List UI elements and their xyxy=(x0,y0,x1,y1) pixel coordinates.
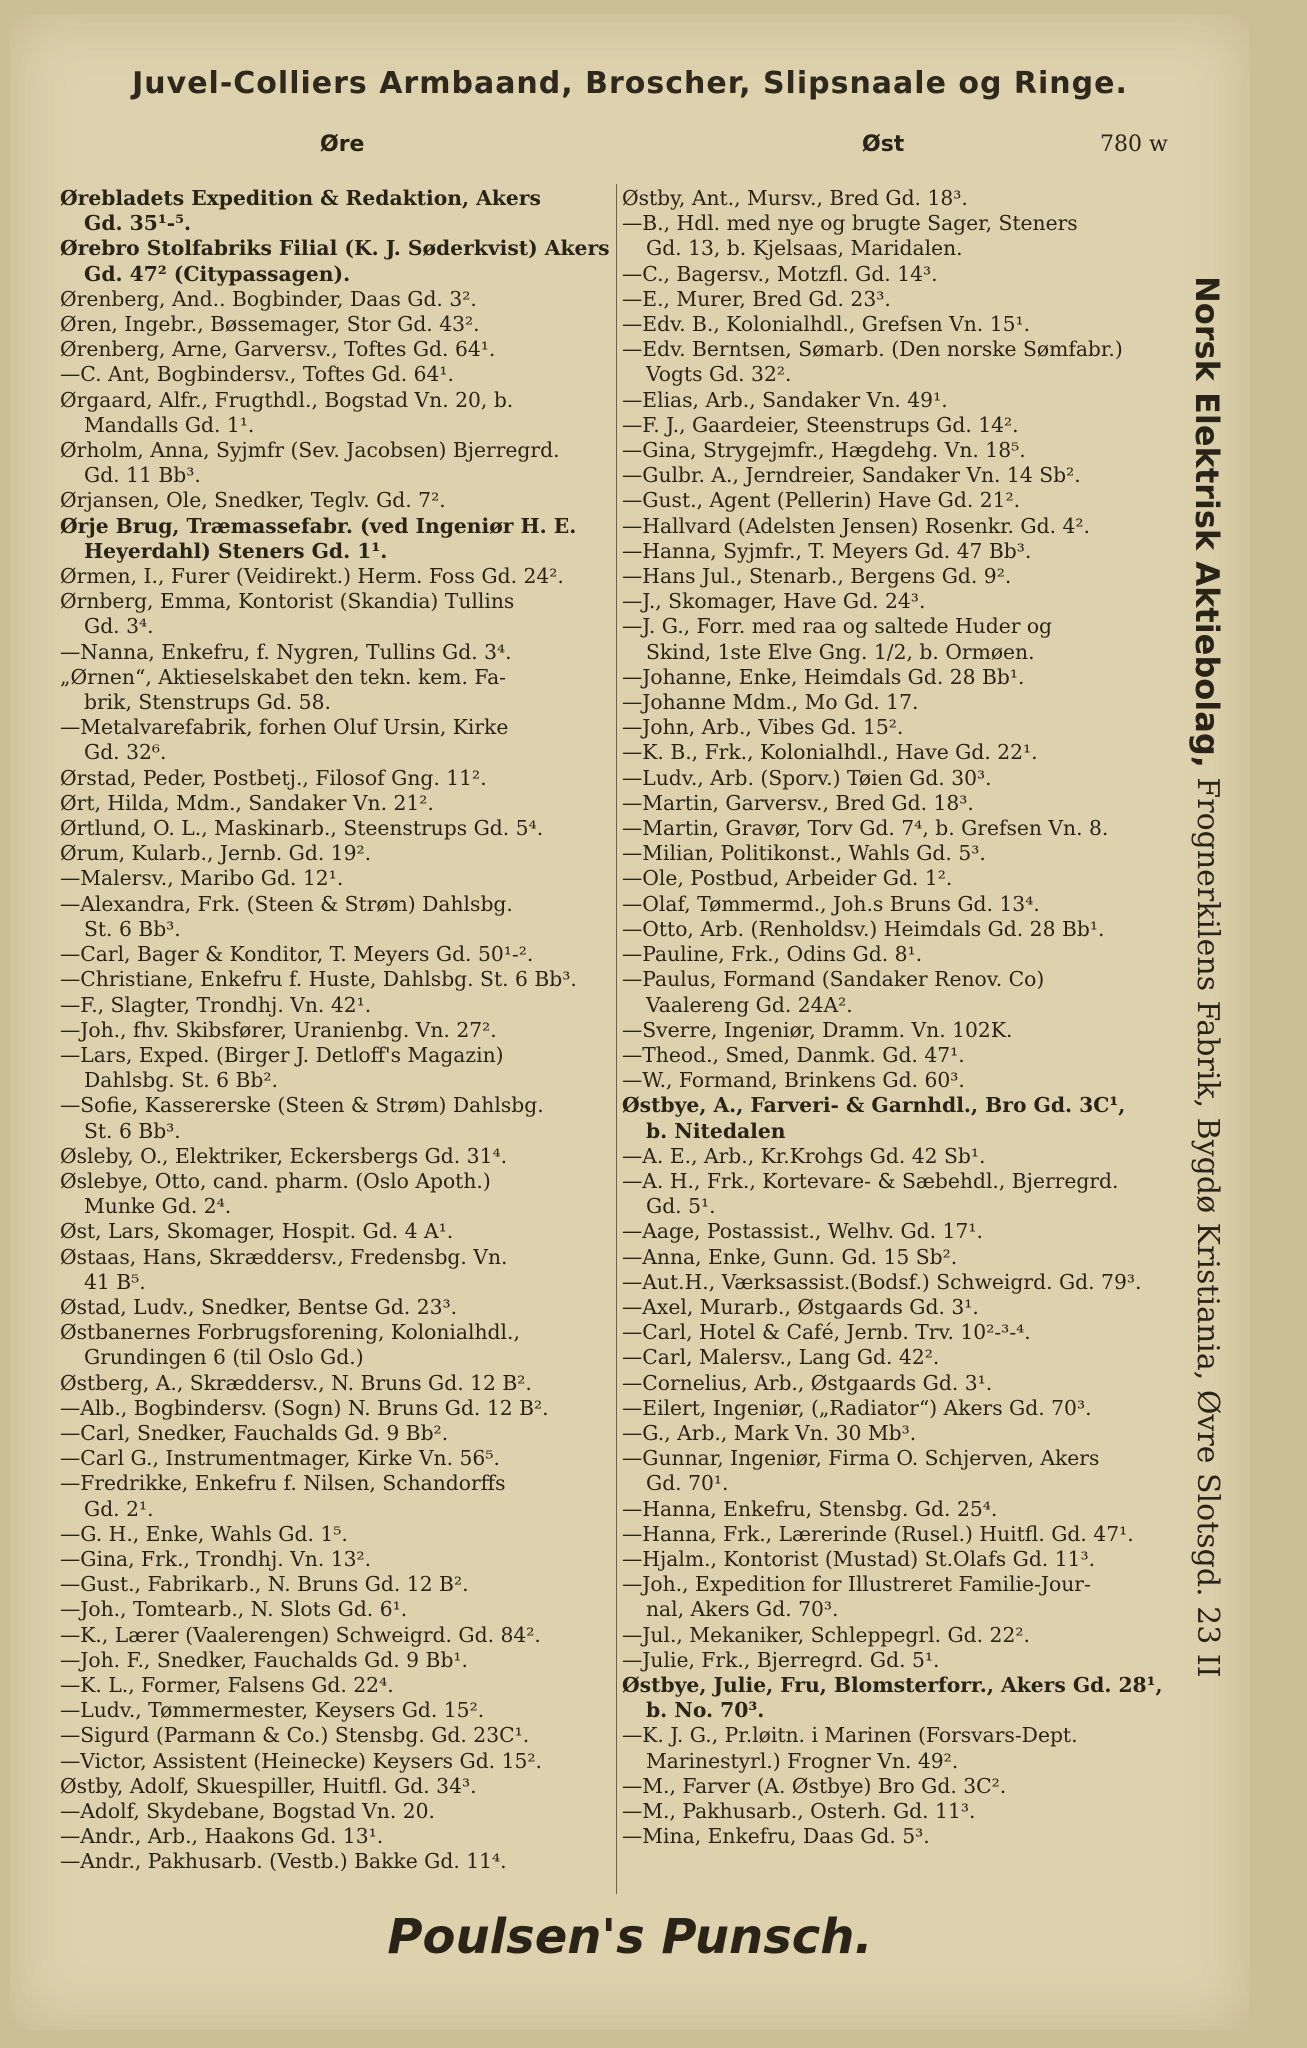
directory-entry xyxy=(622,287,1174,312)
directory-entry xyxy=(60,1723,612,1748)
page-number: 780 w xyxy=(1100,132,1168,157)
directory-entry xyxy=(622,1169,1174,1219)
entry-text: —Johanne, Enke, Heimdals Gd. 28 Bb¹. xyxy=(622,664,1025,689)
directory-entry xyxy=(622,614,1174,664)
directory-entry xyxy=(60,312,612,337)
entry-text: —Edv. B., Kolonialhdl., Grefsen Vn. 15¹. xyxy=(622,312,1031,337)
directory-entry xyxy=(622,665,1174,690)
entry-text: Østbye, A., Farveri- & Garnhdl., Bro Gd. 3C¹, xyxy=(622,1093,1126,1118)
directory-entry xyxy=(60,715,612,765)
directory-entry xyxy=(622,262,1174,287)
directory-entry xyxy=(60,1673,612,1698)
entry-continuation: Vaalereng Gd. 24A². xyxy=(646,992,853,1017)
entry-text: —Aage, Postassist., Welhv. Gd. 17¹. xyxy=(622,1219,983,1244)
entry-text: Ørt, Hilda, Mdm., Sandaker Vn. 21². xyxy=(60,790,434,815)
directory-entry xyxy=(60,892,612,942)
directory-entry xyxy=(622,690,1174,715)
directory-entry xyxy=(622,337,1174,387)
directory-entry xyxy=(622,488,1174,513)
entry-text: Ørenberg, And.. Bogbinder, Daas Gd. 3². xyxy=(60,286,477,311)
directory-entry xyxy=(60,1547,612,1572)
directory-entry xyxy=(622,1270,1174,1295)
directory-entry xyxy=(622,1043,1174,1068)
directory-entry xyxy=(622,1623,1174,1648)
entry-text: —J. G., Forr. med raa og saltede Huder og xyxy=(622,614,1053,639)
entry-continuation: Gd. 3⁴. xyxy=(84,614,154,639)
directory-entry xyxy=(60,1522,612,1547)
entry-text: —Sigurd (Parmann & Co.) Stensbg. Gd. 23C¹. xyxy=(60,1723,530,1748)
directory-entry xyxy=(60,1219,612,1244)
directory-entry xyxy=(60,1295,612,1320)
right-column xyxy=(622,186,1174,1849)
directory-entry xyxy=(622,1648,1174,1673)
entry-text: —Nanna, Enkefru, f. Nygren, Tullins Gd. 3⁴. xyxy=(60,639,512,664)
entry-text: —Gina, Frk., Trondhj. Vn. 13². xyxy=(60,1546,372,1571)
entry-text: —Sverre, Ingeniør, Dramm. Vn. 102K. xyxy=(622,1017,1013,1042)
entry-text: —Gunnar, Ingeniør, Firma O. Schjerven, Akers xyxy=(622,1446,1100,1471)
entry-continuation: Grundingen 6 (til Oslo Gd.) xyxy=(84,1345,364,1370)
entry-text: —F., Slagter, Trondhj. Vn. 42¹. xyxy=(60,992,372,1017)
entry-continuation: Dahlsbg. St. 6 Bb². xyxy=(84,1068,278,1093)
entry-text: Østad, Ludv., Snedker, Bentse Gd. 23³. xyxy=(60,1294,458,1319)
entry-text: —Carl, Malersv., Lang Gd. 42². xyxy=(622,1345,940,1370)
entry-text: —A. H., Frk., Kortevare- & Sæbehdl., Bjerregrd. xyxy=(622,1168,1119,1193)
entry-text: —F. J., Gaardeier, Steenstrups Gd. 14². xyxy=(622,412,1019,437)
directory-entry xyxy=(622,514,1174,539)
top-advertisement: Juvel-Colliers Armbaand, Broscher, Slipsnaale og Ringe. xyxy=(132,66,1128,101)
directory-entry xyxy=(60,438,612,488)
directory-entry xyxy=(622,866,1174,891)
entry-text: —Hjalm., Kontorist (Mustad) St.Olafs Gd. 11³. xyxy=(622,1546,1096,1571)
entry-text: Ørjansen, Ole, Snedker, Teglv. Gd. 7². xyxy=(60,488,446,513)
entry-text: —Adolf, Skydebane, Bogstad Vn. 20. xyxy=(60,1799,435,1823)
entry-text: Ørje Brug, Træmassefabr. (ved Ingeniør H. E. xyxy=(60,513,577,538)
directory-entry xyxy=(60,388,612,438)
entry-text: —Axel, Murarb., Østgaards Gd. 3¹. xyxy=(622,1294,979,1319)
directory-entry xyxy=(622,1320,1174,1345)
directory-entry xyxy=(622,917,1174,942)
side-ad-company: Norsk Elektrisk Aktiebolag, xyxy=(1188,276,1226,768)
left-column-heading: Øre xyxy=(320,132,365,157)
directory-entry xyxy=(60,1396,612,1421)
directory-entry xyxy=(622,589,1174,614)
entry-text: —Milian, Politikonst., Wahls Gd. 5³. xyxy=(622,841,986,866)
entry-text: Ørnberg, Emma, Kontorist (Skandia) Tullins xyxy=(60,589,515,614)
entry-text: —Victor, Assistent (Heinecke) Keysers Gd. 15². xyxy=(60,1748,542,1773)
directory-entry xyxy=(60,564,612,589)
entry-text: —Hanna, Enkefru, Stensbg. Gd. 25⁴. xyxy=(622,1496,998,1521)
entry-text: Ørebro Stolfabriks Filial (K. J. Søderkvist) Akers xyxy=(60,236,610,261)
directory-entry xyxy=(60,841,612,866)
entry-text: Ørum, Kularb., Jernb. Gd. 19². xyxy=(60,841,372,866)
entry-text: —Alb., Bogbindersv. (Sogn) N. Bruns Gd. 12 B². xyxy=(60,1395,549,1420)
directory-entry xyxy=(622,1371,1174,1396)
entry-text: —Joh., Expedition for Illustreret Familie-Jour- xyxy=(622,1572,1091,1597)
entry-continuation: Heyerdahl) Steners Gd. 1¹. xyxy=(84,538,388,563)
directory-entry xyxy=(60,1572,612,1597)
entry-text: —A. E., Arb., Kr.Krohgs Gd. 42 Sb¹. xyxy=(622,1143,986,1168)
entry-text: —Carl G., Instrumentmager, Kirke Vn. 56⁵. xyxy=(60,1446,500,1471)
entry-text: —C., Bagersv., Motzfl. Gd. 14³. xyxy=(622,261,938,286)
entry-continuation: Gd. 11 Bb³. xyxy=(84,463,201,488)
directory-entry xyxy=(622,1144,1174,1169)
directory-entry xyxy=(60,1018,612,1043)
entry-text: —Carl, Bager & Konditor, T. Meyers Gd. 50¹-². xyxy=(60,942,534,967)
entry-text: —Julie, Frk., Bjerregrd. Gd. 5¹. xyxy=(622,1647,940,1672)
directory-entry xyxy=(622,766,1174,791)
entry-text: —Alexandra, Frk. (Steen & Strøm) Dahlsbg. xyxy=(60,891,513,916)
entry-text: Ørtlund, O. L., Maskinarb., Steenstrups Gd. 5⁴. xyxy=(60,816,544,841)
entry-text: —Carl, Snedker, Fauchalds Gd. 9 Bb². xyxy=(60,1420,449,1445)
directory-entry xyxy=(60,942,612,967)
right-column-heading: Øst xyxy=(862,132,905,157)
entry-text: —Sofie, Kassererske (Steen & Strøm) Dahlsbg. xyxy=(60,1093,544,1118)
directory-entry xyxy=(60,488,612,513)
entry-continuation: b. Nitedalen xyxy=(646,1118,786,1143)
entry-text: —Elias, Arb., Sandaker Vn. 49¹. xyxy=(622,387,948,412)
entry-continuation: Munke Gd. 2⁴. xyxy=(84,1194,232,1219)
entry-text: —Joh., Tomtearb., N. Slots Gd. 6¹. xyxy=(60,1597,408,1622)
entry-continuation: St. 6 Bb³. xyxy=(84,916,181,941)
entry-text: —K. J. G., Pr.løitn. i Marinen (Forsvars-Dept. xyxy=(622,1723,1078,1748)
directory-entry xyxy=(60,1169,612,1219)
directory-entry xyxy=(60,1093,612,1143)
entry-text: —Ludv., Tømmermester, Keysers Gd. 15². xyxy=(60,1698,485,1723)
column-divider xyxy=(616,184,617,1894)
entry-text: —Mina, Enkefru, Daas Gd. 5³. xyxy=(622,1824,930,1849)
directory-entry xyxy=(60,766,612,791)
directory-entry xyxy=(622,841,1174,866)
entry-text: Øst, Lars, Skomager, Hospit. Gd. 4 A¹. xyxy=(60,1219,454,1244)
directory-entry xyxy=(60,287,612,312)
directory-entry xyxy=(622,463,1174,488)
entry-continuation: Skind, 1ste Elve Gng. 1/2, b. Ormøen. xyxy=(646,639,1035,664)
directory-entry xyxy=(622,1774,1174,1799)
entry-text: —Malersv., Maribo Gd. 12¹. xyxy=(60,866,344,891)
entry-text: —Andr., Arb., Haakons Gd. 13¹. xyxy=(60,1824,384,1849)
entry-text: —J., Skomager, Have Gd. 24³. xyxy=(622,589,926,614)
entry-continuation: Gd. 13, b. Kjelsaas, Maridalen. xyxy=(646,236,963,261)
directory-entry xyxy=(60,1623,612,1648)
directory-entry xyxy=(622,1673,1174,1723)
directory-entry xyxy=(60,1597,612,1622)
entry-text: —Hallvard (Adelsten Jensen) Rosenkr. Gd. 4². xyxy=(622,513,1090,538)
entry-continuation: Mandalls Gd. 1¹. xyxy=(84,412,255,437)
entry-continuation: Vogts Gd. 32². xyxy=(646,362,792,387)
entry-text: Østbye, Julie, Fru, Blomsterforr., Akers Gd. 28¹, xyxy=(622,1672,1163,1697)
entry-text: —Gust., Fabrikarb., N. Bruns Gd. 12 B². xyxy=(60,1572,469,1597)
entry-continuation: Gd. 32⁶. xyxy=(84,740,167,765)
entry-continuation: brik, Stenstrups Gd. 58. xyxy=(84,690,331,715)
directory-entry xyxy=(60,186,612,236)
entry-text: —K. L., Former, Falsens Gd. 22⁴. xyxy=(60,1672,394,1697)
entry-text: —Metalvarefabrik, forhen Oluf Ursin, Kirke xyxy=(60,715,509,740)
entry-text: —Edv. Berntsen, Sømarb. (Den norske Sømfabr.) xyxy=(622,337,1123,362)
directory-entry xyxy=(622,1824,1174,1849)
directory-entry xyxy=(622,413,1174,438)
directory-entry xyxy=(622,740,1174,765)
entry-continuation: nal, Akers Gd. 70³. xyxy=(646,1597,839,1622)
directory-entry xyxy=(622,1068,1174,1093)
entry-text: —Fredrikke, Enkefru f. Nilsen, Schandorffs xyxy=(60,1471,506,1496)
entry-text: —Joh., fhv. Skibsfører, Uranienbg. Vn. 27². xyxy=(60,1017,497,1042)
directory-entry xyxy=(60,514,612,564)
entry-text: Ørebladets Expedition & Redaktion, Akers xyxy=(60,186,541,210)
entry-text: —G. H., Enke, Wahls Gd. 1⁵. xyxy=(60,1521,348,1546)
left-column xyxy=(60,186,612,1875)
entry-continuation: Gd. 5¹. xyxy=(646,1194,716,1219)
entry-text: —C. Ant, Bogbindersv., Toftes Gd. 64¹. xyxy=(60,362,454,387)
directory-entry xyxy=(622,791,1174,816)
entry-text: —Lars, Exped. (Birger J. Detloff's Magazin) xyxy=(60,1042,504,1067)
directory-entry xyxy=(60,236,612,286)
directory-entry xyxy=(60,1371,612,1396)
entry-text: —M., Farver (A. Østbye) Bro Gd. 3C². xyxy=(622,1773,1007,1798)
entry-text: —Ludv., Arb. (Sporv.) Tøien Gd. 30³. xyxy=(622,765,992,790)
directory-entry xyxy=(60,866,612,891)
entry-continuation: St. 6 Bb³. xyxy=(84,1118,181,1143)
entry-text: Østaas, Hans, Skræddersv., Fredensbg. Vn. xyxy=(60,1244,508,1269)
entry-continuation: b. No. 70³. xyxy=(646,1698,765,1723)
directory-entry xyxy=(60,1471,612,1521)
entry-text: „Ørnen“, Aktieselskabet den tekn. kem. Fa- xyxy=(60,664,507,689)
entry-text: —E., Murer, Bred Gd. 23³. xyxy=(622,286,891,311)
entry-text: —Gina, Strygejmfr., Hægdehg. Vn. 18⁵. xyxy=(622,438,1026,463)
entry-text: —Martin, Gravør, Torv Gd. 7⁴, b. Grefsen Vn. 8. xyxy=(622,816,1109,841)
entry-continuation: 41 B⁵. xyxy=(84,1269,146,1294)
directory-entry xyxy=(622,892,1174,917)
directory-entry xyxy=(60,589,612,639)
entry-text: —Carl, Hotel & Café, Jernb. Trv. 10²-³-⁴. xyxy=(622,1320,1031,1345)
directory-entry xyxy=(622,539,1174,564)
entry-text: —Ole, Postbud, Arbeider Gd. 1². xyxy=(622,866,953,891)
directory-entry xyxy=(622,1799,1174,1824)
entry-text: —K. B., Frk., Kolonialhdl., Have Gd. 22¹. xyxy=(622,740,1038,765)
directory-entry xyxy=(60,1320,612,1370)
directory-entry xyxy=(60,1849,612,1874)
entry-text: —Cornelius, Arb., Østgaards Gd. 3¹. xyxy=(622,1370,993,1395)
entry-text: —Anna, Enke, Gunn. Gd. 15 Sb². xyxy=(622,1244,958,1269)
directory-entry xyxy=(622,1547,1174,1572)
entry-text: —Olaf, Tømmermd., Joh.s Bruns Gd. 13⁴. xyxy=(622,891,1040,916)
entry-text: Østby, Ant., Mursv., Bred Gd. 18³. xyxy=(622,186,968,210)
directory-entry xyxy=(60,1799,612,1824)
directory-entry xyxy=(60,1648,612,1673)
entry-text: —John, Arb., Vibes Gd. 15². xyxy=(622,715,904,740)
directory-entry xyxy=(622,967,1174,1017)
entry-text: —Johanne Mdm., Mo Gd. 17. xyxy=(622,690,919,715)
entry-text: —Pauline, Frk., Odins Gd. 8¹. xyxy=(622,942,923,967)
entry-text: —Martin, Garversv., Bred Gd. 18³. xyxy=(622,790,974,815)
directory-entry xyxy=(60,362,612,387)
entry-text: Østberg, A., Skræddersv., N. Bruns Gd. 12 B². xyxy=(60,1370,532,1395)
directory-entry xyxy=(622,715,1174,740)
directory-entry xyxy=(622,312,1174,337)
directory-entry xyxy=(60,993,612,1018)
directory-entry xyxy=(60,967,612,992)
entry-text: —Gulbr. A., Jerndreier, Sandaker Vn. 14 Sb². xyxy=(622,463,1081,488)
entry-continuation: Gd. 2¹. xyxy=(84,1496,154,1521)
entry-text: —M., Pakhusarb., Osterh. Gd. 11³. xyxy=(622,1799,976,1823)
directory-entry xyxy=(622,438,1174,463)
entry-text: —Hanna, Frk., Lærerinde (Rusel.) Huitfl. Gd. 47¹. xyxy=(622,1521,1134,1546)
directory-entry xyxy=(622,211,1174,261)
entry-text: —Hanna, Syjmfr., T. Meyers Gd. 47 Bb³. xyxy=(622,538,1032,563)
bottom-advertisement: Poulsen's Punsch. xyxy=(387,1909,873,1965)
entry-text: —Aut.H., Værksassist.(Bodsf.) Schweigrd. Gd. 79³. xyxy=(622,1269,1142,1294)
directory-entry xyxy=(60,1749,612,1774)
entry-text: —Jul., Mekaniker, Schleppegrl. Gd. 22². xyxy=(622,1622,1030,1647)
directory-entry xyxy=(622,564,1174,589)
entry-continuation: Marinestyrl.) Frogner Vn. 49². xyxy=(646,1748,959,1773)
directory-entry xyxy=(622,1093,1174,1143)
directory-entry xyxy=(60,1774,612,1799)
side-ad-address: Frognerkilens Fabrik, Bygdø Kristiania, Øvre Slotsgd. 23 II xyxy=(1190,767,1225,1678)
directory-entry xyxy=(622,186,1174,211)
entry-text: Øren, Ingebr., Bøssemager, Stor Gd. 43². xyxy=(60,312,480,337)
directory-entry xyxy=(60,1421,612,1446)
entry-text: —Joh. F., Snedker, Fauchalds Gd. 9 Bb¹. xyxy=(60,1647,468,1672)
entry-text: —Otto, Arb. (Renholdsv.) Heimdals Gd. 28 Bb¹. xyxy=(622,916,1105,941)
entry-continuation: Gd. 35¹-⁵. xyxy=(84,211,192,236)
entry-text: Ørenberg, Arne, Garversv., Toftes Gd. 64¹. xyxy=(60,337,496,362)
directory-entry xyxy=(622,1396,1174,1421)
entry-text: —Andr., Pakhusarb. (Vestb.) Bakke Gd. 11⁴. xyxy=(60,1849,507,1874)
directory-entry xyxy=(622,1497,1174,1522)
directory-entry xyxy=(622,1421,1174,1446)
entry-text: Ørgaard, Alfr., Frugthdl., Bogstad Vn. 20, b. xyxy=(60,387,514,412)
directory-entry xyxy=(622,816,1174,841)
entry-text: —K., Lærer (Vaalerengen) Schweigrd. Gd. 84². xyxy=(60,1622,541,1647)
directory-entry xyxy=(60,791,612,816)
entry-text: Ørmen, I., Furer (Veidirekt.) Herm. Foss Gd. 24². xyxy=(60,564,564,589)
directory-entry xyxy=(622,1572,1174,1622)
entry-text: Ørholm, Anna, Syjmfr (Sev. Jacobsen) Bjerregrd. xyxy=(60,438,560,463)
directory-entry xyxy=(622,1219,1174,1244)
directory-entry xyxy=(60,816,612,841)
entry-text: —Christiane, Enkefru f. Huste, Dahlsbg. St. 6 Bb³. xyxy=(60,967,577,992)
directory-entry xyxy=(60,665,612,715)
entry-text: —Gust., Agent (Pellerin) Have Gd. 21². xyxy=(622,488,1021,513)
directory-entry xyxy=(622,1522,1174,1547)
directory-entry xyxy=(622,1245,1174,1270)
entry-text: —B., Hdl. med nye og brugte Sager, Steners xyxy=(622,211,1078,236)
directory-entry xyxy=(622,1446,1174,1496)
entry-text: Østbanernes Forbrugsforening, Kolonialhdl., xyxy=(60,1320,520,1345)
entry-continuation: Gd. 70¹. xyxy=(646,1471,729,1496)
entry-text: —G., Arb., Mark Vn. 30 Mb³. xyxy=(622,1420,917,1445)
directory-entry xyxy=(60,640,612,665)
directory-entry xyxy=(60,337,612,362)
directory-entry xyxy=(622,1295,1174,1320)
directory-entry xyxy=(60,1824,612,1849)
entry-text: —Theod., Smed, Danmk. Gd. 47¹. xyxy=(622,1042,965,1067)
directory-entry xyxy=(60,1698,612,1723)
entry-text: Ørstad, Peder, Postbetj., Filosof Gng. 11². xyxy=(60,765,487,790)
entry-text: Østby, Adolf, Skuespiller, Huitfl. Gd. 34³. xyxy=(60,1773,477,1798)
entry-text: —Hans Jul., Stenarb., Bergens Gd. 9². xyxy=(622,564,1012,589)
directory-entry xyxy=(622,1345,1174,1370)
directory-page xyxy=(10,14,1250,2030)
directory-entry xyxy=(622,942,1174,967)
entry-continuation: Gd. 47² (Citypassagen). xyxy=(84,261,351,286)
side-advertisement xyxy=(1188,276,1226,1678)
directory-entry xyxy=(622,1018,1174,1043)
directory-entry xyxy=(60,1446,612,1471)
directory-entry xyxy=(60,1144,612,1169)
directory-entry xyxy=(622,1723,1174,1773)
directory-entry xyxy=(622,388,1174,413)
directory-entry xyxy=(60,1245,612,1295)
entry-text: —W., Formand, Brinkens Gd. 60³. xyxy=(622,1068,965,1093)
entry-text: Øsleby, O., Elektriker, Eckersbergs Gd. 31⁴. xyxy=(60,1143,508,1168)
entry-text: Øslebye, Otto, cand. pharm. (Oslo Apoth.) xyxy=(60,1168,491,1193)
entry-text: —Eilert, Ingeniør, („Radiator“) Akers Gd. 70³. xyxy=(622,1395,1092,1420)
directory-entry xyxy=(60,1043,612,1093)
entry-text: —Paulus, Formand (Sandaker Renov. Co) xyxy=(622,967,1045,992)
